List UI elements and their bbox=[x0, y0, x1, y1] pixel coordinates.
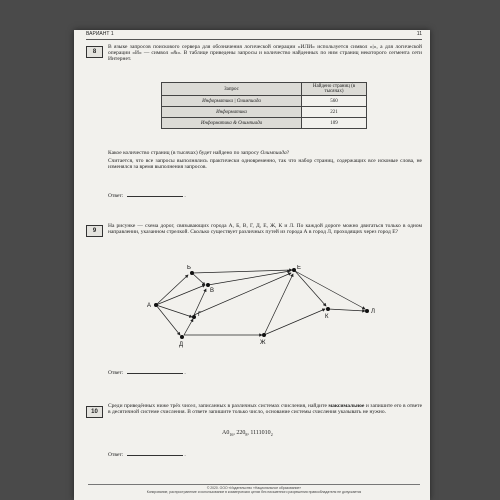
question-10-numbers: $A0_{16}$, $220_8$, $1111010_2$ bbox=[222, 430, 273, 438]
table-header-count: Найдено страниц (в тысячах) bbox=[302, 83, 367, 96]
table-header-query: Запрос bbox=[162, 83, 302, 96]
city-K-node bbox=[326, 307, 330, 311]
question-10-text-start: Среди приведённых ниже трёх чисел, записанных в различных системах счисления, найдите bbox=[108, 403, 329, 409]
answer-label: Ответ: bbox=[108, 370, 124, 376]
question-8-answer: Ответ: . bbox=[108, 193, 186, 199]
road-E-L bbox=[295, 271, 365, 309]
city-V-node bbox=[206, 283, 210, 287]
question-10-text-bold: максимальное bbox=[328, 403, 365, 409]
page-header bbox=[86, 30, 422, 40]
road-A-B bbox=[156, 275, 188, 305]
question-10-answer: Ответ: . bbox=[108, 452, 186, 458]
question-10-text bbox=[108, 403, 422, 415]
city-D-label: Д bbox=[179, 342, 184, 348]
query-table bbox=[161, 82, 367, 129]
number-value: A0 bbox=[222, 430, 230, 436]
city-L-label: Л bbox=[371, 309, 375, 315]
table-cell-query: Информатика | Олимпиада bbox=[162, 96, 302, 107]
answer-label: Ответ: bbox=[108, 193, 124, 199]
question-8-prompt-query: Олимпиада bbox=[260, 150, 287, 156]
number-base: 8 bbox=[245, 432, 248, 438]
road-ZH-K bbox=[264, 309, 325, 335]
answer-input-line[interactable] bbox=[127, 196, 183, 197]
city-K-label: К bbox=[325, 314, 329, 320]
table-cell-query: Информатика & Олимпиада bbox=[162, 118, 302, 129]
city-D-node bbox=[180, 335, 184, 339]
table-cell-count: 560 bbox=[302, 96, 367, 107]
question-8-prompt bbox=[108, 150, 422, 156]
road-A-G bbox=[156, 305, 192, 317]
workbook-page bbox=[74, 30, 430, 500]
footer-copyright: © 2020. ООО «Издательство «Национальное образование» bbox=[206, 485, 302, 490]
question-9-answer: Ответ: . bbox=[108, 370, 186, 376]
page-footer bbox=[88, 484, 420, 494]
city-A-node bbox=[154, 303, 158, 307]
road-scheme-diagram bbox=[142, 265, 382, 355]
table-cell-query: Информатика bbox=[162, 107, 302, 118]
city-B-node bbox=[190, 271, 194, 275]
question-10-number: 10 bbox=[86, 406, 103, 418]
road-K-L bbox=[328, 309, 365, 311]
question-9-number: 9 bbox=[86, 225, 103, 237]
page-number: 11 bbox=[416, 31, 422, 37]
city-V-label: В bbox=[210, 288, 215, 294]
table-cell-count: 221 bbox=[302, 107, 367, 118]
road-V-E bbox=[208, 271, 290, 285]
answer-label: Ответ: bbox=[108, 452, 124, 458]
road-E-K bbox=[295, 271, 326, 306]
city-G-label: Г bbox=[198, 312, 202, 318]
table-cell-count: 109 bbox=[302, 118, 367, 129]
table-row bbox=[162, 107, 367, 118]
city-E-label: Е bbox=[297, 265, 302, 271]
city-B-label: Б bbox=[187, 265, 191, 271]
table-row bbox=[162, 118, 367, 129]
variant-label: ВАРИАНТ 1 bbox=[86, 31, 114, 37]
question-8-note: Считается, что все запросы выполнялись практически одновременно, так что набор страниц, содержащих все искомые слова, не изменялся за время выполнения запросов. bbox=[108, 158, 422, 171]
road-B-E bbox=[192, 270, 292, 273]
city-L-node bbox=[365, 309, 369, 313]
city-ZH-label: Ж bbox=[260, 340, 266, 346]
number-base: 2 bbox=[270, 432, 273, 438]
number-value: 1111010 bbox=[250, 430, 271, 436]
answer-input-line[interactable] bbox=[127, 455, 183, 456]
question-8-prompt-start: Какое количество страниц (в тысячах) будет найдено по запросу bbox=[108, 150, 261, 156]
road-B-V bbox=[192, 273, 205, 285]
road-D-G bbox=[184, 319, 193, 335]
question-8-number: 8 bbox=[86, 46, 103, 58]
road-A-D bbox=[156, 305, 180, 335]
table-row bbox=[162, 96, 367, 107]
number-value: 220 bbox=[236, 430, 246, 436]
city-ZH-node bbox=[262, 333, 266, 337]
city-E-node bbox=[292, 268, 296, 272]
city-A-label: А bbox=[147, 303, 152, 309]
answer-input-line[interactable] bbox=[127, 373, 183, 374]
question-8-text: В языке запросов поискового сервера для обозначения логической операции «ИЛИ» используется символ «|», а для логической операции «И» — символ «&». В таблице приведены запросы и количество найденных по ним страниц некоторого сегмента сети Интернет. bbox=[108, 44, 422, 63]
road-A-V bbox=[156, 285, 205, 305]
question-10-text-end: и запишите его в ответе в десятичной системе счисления. В ответе запишите только число, основание системы счисления указывать не нужно. bbox=[108, 403, 423, 416]
number-base: 16 bbox=[229, 432, 234, 438]
footer-notice: Копирование, распространение и использование в коммерческих целях без письменного разрешения правообладателя не допускается bbox=[146, 489, 362, 494]
question-8-prompt-end: ? bbox=[286, 150, 290, 156]
question-9-text: На рисунке — схема дорог, связывающих города А, Б, В, Г, Д, Е, Ж, К и Л. По каждой дороге можно двигаться только в одном направлении, указанном стрелкой. Сколько существует различных путей из города А в город Л, проходящих через город Е? bbox=[108, 223, 422, 236]
city-G-node bbox=[192, 315, 196, 319]
